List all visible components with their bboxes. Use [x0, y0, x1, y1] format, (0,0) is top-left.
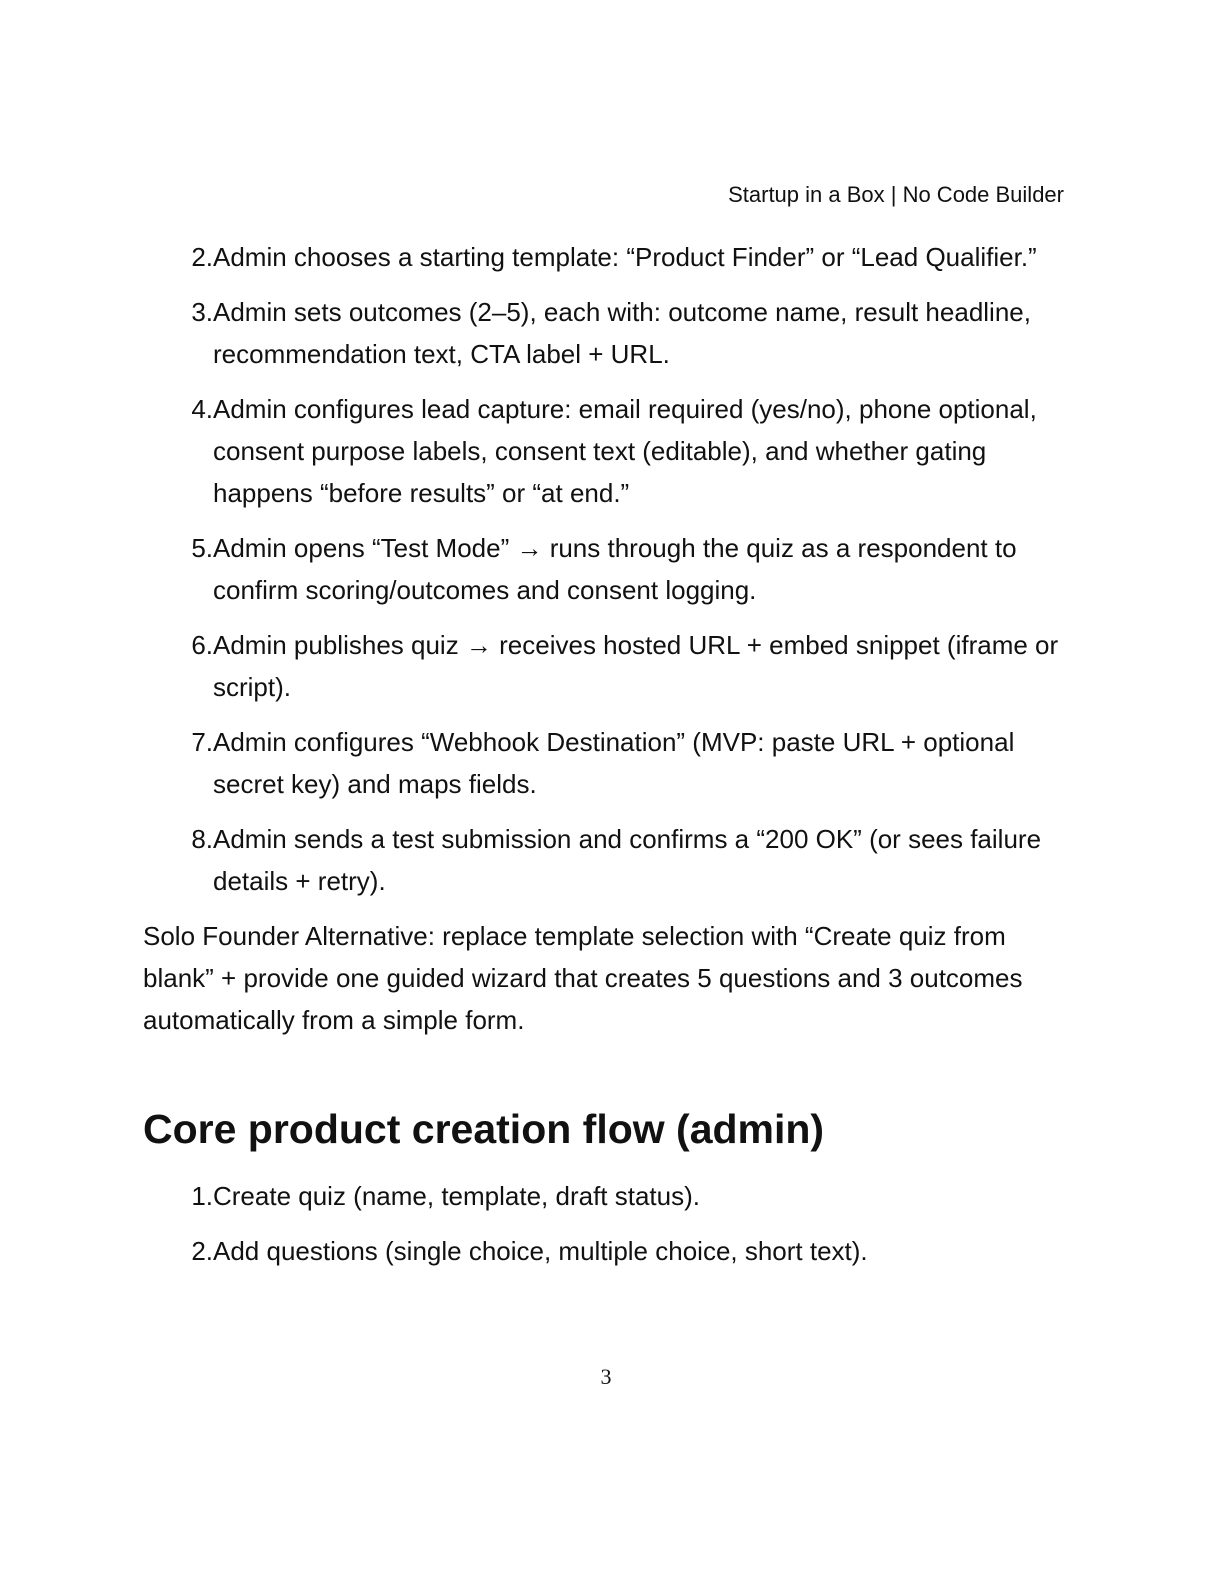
list-item	[143, 388, 1067, 514]
page-number: 3	[600, 1364, 612, 1389]
list-item-number: 4.	[191, 394, 213, 424]
list-item-number: 5.	[191, 533, 213, 563]
list-item-text: Create quiz (name, template, draft status).	[213, 1181, 700, 1211]
list-item-number: 1.	[191, 1181, 213, 1211]
section-heading: Core product creation flow (admin)	[143, 1106, 825, 1152]
list-item	[143, 291, 1067, 375]
list-item-text: Admin sets outcomes (2–5), each with: outcome name, result headline, recommendation text, CTA label + URL.	[213, 297, 1031, 369]
list-item	[143, 1230, 1067, 1272]
list-item	[143, 624, 1067, 708]
creation-flow-list	[143, 1175, 1067, 1272]
list-item-text: Admin chooses a starting template: “Product Finder” or “Lead Qualifier.”	[213, 242, 1037, 272]
list-item-number: 8.	[191, 824, 213, 854]
list-item-text: Admin publishes quiz → receives hosted URL + embed snippet (iframe or script).	[213, 630, 1059, 702]
admin-steps-list	[143, 236, 1067, 902]
list-item-number: 2.	[191, 242, 213, 272]
list-item-number: 6.	[191, 630, 213, 660]
list-item-text: Add questions (single choice, multiple choice, short text).	[213, 1236, 868, 1266]
running-header: Startup in a Box | No Code Builder	[728, 182, 1064, 207]
list-item-number: 7.	[191, 727, 213, 757]
list-item-number: 3.	[191, 297, 213, 327]
list-item-text: Admin configures lead capture: email required (yes/no), phone optional, consent purpose labels, consent text (editable), and whether gating happens “before results” or “at end.”	[213, 394, 1037, 508]
list-item	[143, 818, 1067, 902]
solo-founder-paragraph: Solo Founder Alternative: replace template selection with “Create quiz from blank” + provide one guided wizard that creates 5 questions and 3 outcomes automatically from a simple form.	[143, 921, 1023, 1035]
list-item-text: Admin configures “Webhook Destination” (MVP: paste URL + optional secret key) and maps fields.	[213, 727, 1015, 799]
list-item-text: Admin sends a test submission and confirms a “200 OK” (or sees failure details + retry).	[213, 824, 1042, 896]
list-item	[143, 1175, 1067, 1217]
list-item	[143, 236, 1067, 278]
list-item	[143, 527, 1067, 611]
list-item	[143, 721, 1067, 805]
list-item-number: 2.	[191, 1236, 213, 1266]
page-content	[143, 236, 1067, 1285]
list-item-text: Admin opens “Test Mode” → runs through the quiz as a respondent to confirm scoring/outcomes and consent logging.	[213, 533, 1017, 605]
